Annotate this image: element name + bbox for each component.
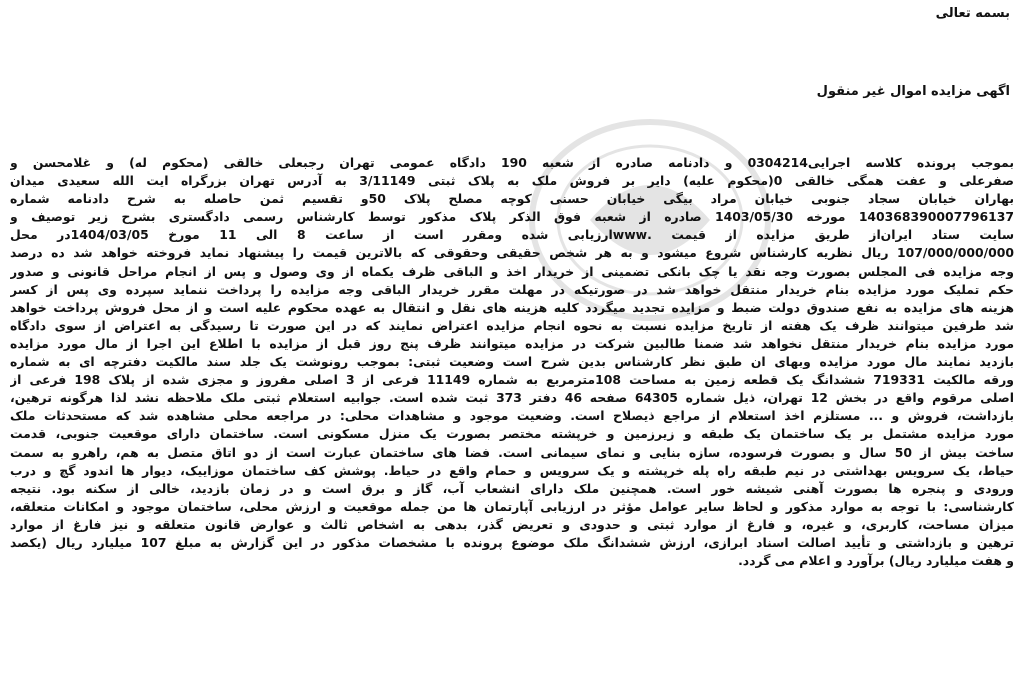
body-line: بموجب پرونده کلاسه اجرایی0304214 و دادنامه صادره از شعبه 190 دادگاه عمومی تهران رجبعلی خالقی (محکوم له) و غلامحسن و <box>10 155 1014 170</box>
body-line: ورودی و پنجره ها بصورت آهنی شیشه خور است. همچنین ملک دارای انشعاب آب، گاز و برق است و در زمان بازدید، خالی از سکنه بود. نتیجه <box>10 480 1014 496</box>
body-line: هزینه های مزایده به نفع صندوق دولت ضبط و مزایده تجدید میگردد کلیه هزینه های نقل و انتقال به عهده محکوم علیه است و از محل فروش پرداخت خواهد <box>10 299 1014 315</box>
body-line: بازدید نمایند مال مورد مزایده وبهای ان طبق نظر کارشناس بدین شرح است وضعیت ثبتی: بموجب رونوشت یک جلد سند مالکیت دفترچه ای به شماره <box>10 354 1014 370</box>
document-heading: بسمه تعالی <box>935 6 1010 21</box>
body-line: حکم تملیک مورد مزایده بنام خریدار منتقل خواهد شد در صورتیکه در مهلت مقرر خریدار الباقی وجه مزایده را پرداخت ننماید سپرده وی پس از کسر <box>10 281 1014 297</box>
body-line: میزان مساحت، کاربری، و غیره، و فارغ از موارد ثبتی و حدودی و تعریض گذر، بدهی به اشخاص ثالث و عوارض قانون متعلقه و نیز فارغ از موارد <box>10 516 1014 532</box>
body-line: صفرعلی و عفت همگی خالقی 0(محکوم علیه) دایر بر فروش ملک به پلاک ثبتی 3/11149 به آدرس تهران بزرگراه ایت الله سعیدی میدان <box>10 173 1014 189</box>
body-line: مورد مزایده بنام خریدار منتقل نخواهد شد ضمنا طالبین شرکت در مزایده میتوانند ظرف پنج روز قبل از مزایده با اطلاع این اجرا از مال مورد مزایده <box>10 335 1014 351</box>
body-line: حیاط، یک سرویس بهداشتی در نیم طبقه راه پله خرپشته و یک سرویس و حمام واقع در حیاط. پوشش کف ساختمان موزاییک، دیوار ها اندود گچ و درب <box>10 462 1014 478</box>
body-line: ورقه مالکیت 719331 ششدانگ یک قطعه زمین به مساحت 108مترمربع به شماره 11149 فرعی از 3 اصلی مفروز و مجزی شده از پلاک 198 فرعی از <box>10 372 1014 388</box>
body-line: کارشناسی: با توجه به موارد مذکور و لحاظ سایر عوامل مؤثر در ارزیابی آپارتمان ها من جمله موقعیت و ارزش محلی، ساختمان موجود و امکانات متعلقه، <box>10 498 1014 514</box>
body-line: ساخت بیش از 50 سال و بصورت فرسوده، سازه بنایی و نمای سیمانی است. فضا های ساختمان عبارت است از دو اتاق متصل به هم، راهرو به سمت <box>10 444 1014 460</box>
notice-body <box>10 154 1014 570</box>
body-line: و هفت میلیارد ریال) برآورد و اعلام می گردد. <box>738 553 1014 569</box>
body-line: 140368390007796137 مورخه 1403/05/30 صادره از شعبه فوق الذکر پلاک مذکور توسط کارشناس رسمی دادگستری بشرح زیر توصیف و <box>10 209 1014 225</box>
body-line: بازداشت، فروش و ... مستلزم اخذ استعلام از مراجع ذیصلاح است. وضعیت موجود و مشاهدات محلی: در مراجعه محلی مشاهده شد که مستحدثات ملک <box>10 408 1014 424</box>
body-line: اصلی مرقوم واقع در بخش 12 تهران، ذیل شماره 64305 صفحه 46 دفتر 373 ثبت شده است. جوابیه استعلام ثبتی ملک ملاحظه نشد لذا هرگونه ترهین، <box>10 390 1014 406</box>
notice-title: اگهی مزایده اموال غیر منقول <box>816 84 1010 99</box>
body-line: ترهین و بازداشتی و تأیید اصالت اسناد ابرازی، ارزش ششدانگ ملک موضوع پرونده با مشخصات مذکور در این گزارش به مبلغ 107 میلیارد ریال (یکصد <box>10 534 1014 550</box>
body-line: بهاران خیابان سجاد جنوبی خیابان مراد بیگی خیابان حسنی کوچه مصلح پلاک 50و تقسیم ثمن حاصله به شرح دادنامه شماره <box>10 191 1014 207</box>
body-line: 107/000/000/000 ریال نظریه کارشناس شروع میشود و به هر شخص حقیقی وحقوقی که بالاترین قیمت را پیشنهاد نماید فروخته خواهد شد ده درصد <box>10 245 1014 261</box>
body-line: وجه مزایده فی المجلس بصورت وجه نقد یا چک بانکی تضمینی از خریدار اخذ و الباقی ظرف یکماه از وی وصول و پس از انجام مراحل قانونی و صدور <box>10 263 1014 279</box>
body-line: مورد مزایده مشتمل بر یک ساختمان یک طبقه و زیرزمین و خرپشته مختصر بصورت یک منزل مسکونی است. ساختمان دارای موقعیت جنوبی، قدمت <box>10 426 1014 442</box>
body-line: شد طرفین میتوانند ظرف یک هفته از تاریخ مزایده نسبت به نحوه انجام مزایده اعتراض نمایند که در این صورت تا رسیدگی به اعتراض از سوی دادگاه <box>10 317 1014 333</box>
body-line: سایت ستاد ایران‌از طریق مزایده از قیمت .wwwارزیابی شده ومقرر است از ساعت 8 الی 11 مورخ 1404/03/05در محل <box>10 227 1014 243</box>
